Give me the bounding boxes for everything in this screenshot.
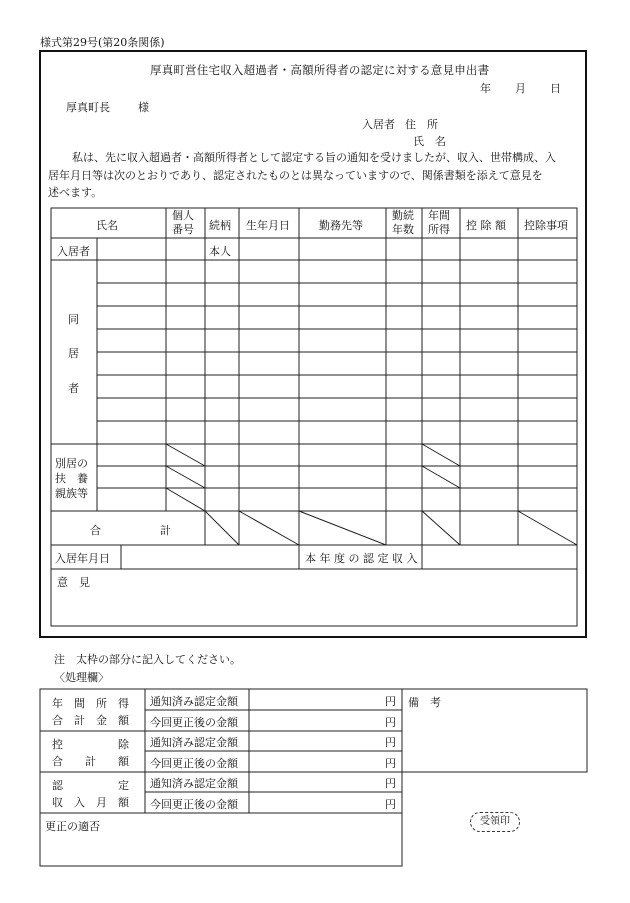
header-name: 氏名 (96, 219, 118, 232)
header-deduction-item: 控除事項 (524, 219, 568, 232)
revised-amount-label: 今回更正後の金額 (150, 716, 238, 729)
total-label-a: 合 (90, 524, 101, 537)
move-in-date-label: 入居年月日 (55, 552, 110, 565)
cohabitant-label-char: 同 (68, 313, 79, 326)
form-title: 厚真町営住宅収入超過者・高額所得者の認定に対する意見申出書 (150, 63, 490, 77)
resident-address-label: 住 所 (405, 118, 438, 131)
notified-amount-label: 通知済み認定金額 (150, 736, 238, 749)
header-personal-number-line1: 個人 (172, 209, 194, 222)
form-number: 様式第29号(第20条関係) (40, 36, 165, 49)
resident-row-label: 入居者 (57, 245, 90, 258)
revised-amount-label: 今回更正後の金額 (150, 798, 238, 811)
header-relationship: 続柄 (209, 219, 231, 232)
header-years-line1: 勤続 (392, 209, 414, 222)
header-birthdate: 生年月日 (246, 219, 290, 232)
resident-relationship-value: 本人 (209, 245, 231, 258)
header-personal-number-line2: 番号 (172, 223, 194, 236)
yen-unit: 円 (385, 777, 396, 790)
addressee-name: 厚真町長 (66, 101, 110, 114)
fill-note: 注 太枠の部分に記入してください。 (54, 653, 241, 666)
dependents-label-line: 扶 養 (55, 472, 88, 485)
yen-unit: 円 (385, 757, 396, 770)
cohabitant-label-char: 居 (68, 347, 79, 360)
header-deduction-amount: 控 除 額 (466, 219, 506, 232)
cohabitant-label-char: 者 (68, 382, 79, 395)
total-label-b: 計 (160, 524, 171, 537)
opinion-label: 意 見 (57, 576, 90, 589)
proc-group-label: 収 入 月 額 (52, 796, 129, 809)
header-income-line2: 所得 (428, 223, 450, 236)
header-years-employed (392, 209, 414, 237)
proc-group-label: 合 計 金 額 (52, 714, 129, 727)
correction-label: 更正の適否 (45, 820, 100, 833)
date-day-label: 日 (550, 82, 561, 95)
resident-name-label: 氏 名 (413, 135, 446, 148)
dependents-label-line: 別居の (55, 457, 88, 470)
yen-unit: 円 (385, 736, 396, 749)
yen-unit: 円 (385, 716, 396, 729)
header-personal-number (172, 209, 194, 237)
proc-group-label: 認 定 (52, 779, 129, 792)
proc-group-label: 合 計 額 (52, 755, 129, 768)
proc-group-label: 年 間 所 得 (52, 697, 129, 710)
statement-line: 私は、先に収入超過者・高額所得者として認定する旨の通知を受けましたが、収入、世帯構成、入 (72, 151, 556, 164)
statement-line: 述べます。 (48, 186, 103, 199)
yen-unit: 円 (385, 695, 396, 708)
revised-amount-label: 今回更正後の金額 (150, 757, 238, 770)
yen-unit: 円 (385, 798, 396, 811)
certified-income-label: 本 年 度 の 認 定 収 入 (305, 552, 418, 565)
processing-section-label: 〈処理欄〉 (54, 671, 109, 684)
header-years-line2: 年数 (392, 223, 414, 236)
date-year-label: 年 (480, 82, 491, 95)
addressee-honorific: 様 (138, 101, 149, 114)
remarks-label: 備 考 (408, 696, 441, 709)
notified-amount-label: 通知済み認定金額 (150, 777, 238, 790)
proc-group-label: 控 除 (52, 738, 129, 751)
resident-label: 入居者 (362, 118, 395, 131)
date-month-label: 月 (515, 82, 526, 95)
notified-amount-label: 通知済み認定金額 (150, 695, 238, 708)
statement-line: 居年月日等は次のとおりであり、認定されたものとは異なっていますので、関係書類を添えて意見を (48, 168, 543, 182)
receipt-stamp-mark: 受領印 (470, 812, 520, 832)
header-workplace: 勤務先等 (319, 219, 363, 232)
header-income-line1: 年間 (428, 209, 450, 222)
dependents-label-line: 親族等 (55, 487, 88, 500)
header-annual-income (428, 209, 450, 237)
